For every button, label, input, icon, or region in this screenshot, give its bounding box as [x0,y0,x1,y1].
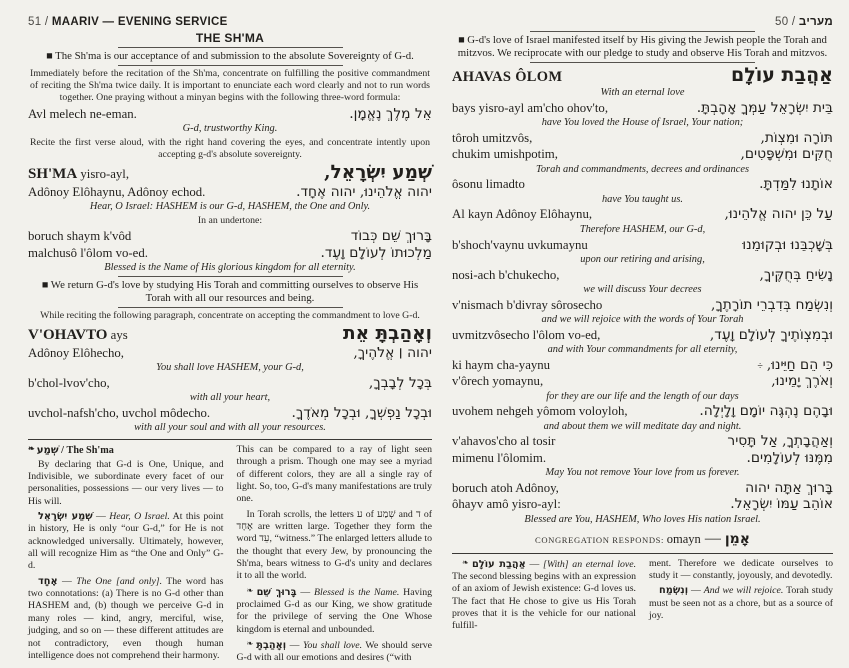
hebrew-text: אוֹהֵב עַמּוֹ יִשְׂרָאֵל. [730,496,833,513]
hebrew-side [320,246,432,261]
prayer-line [28,163,432,184]
transliteration-text: Al kayn Adônoy Elôhaynu, [452,207,593,222]
commentary-paragraph: אֶחָד — The One [and only]. The word has two connotations: (a) There is no G-d other than HASHEM and, (b) though we perceive G-d in many roles — kind, angry, merciful, wise, judging, and so on — these different attitudes are not contradictory, even though human intelligence does not comprehend their harmony. [28,575,224,661]
hebrew-text: בָּרוּךְ אַתָּה יהוה [745,479,833,496]
hebrew-side [742,238,833,253]
hebrew-side [731,65,833,86]
hebrew-lead: אֶחָד [38,575,58,587]
divider-rule [118,276,343,277]
transliteration-text: bays yisro-ayl am'cho ohov'to, [452,100,609,115]
fleuron-icon: ❧ [462,557,472,567]
prayer-line [28,229,432,244]
page-number-left: 51 / [28,16,49,28]
hebrew-text: וּבְמִצְוֹתֶיךָ לְעוֹלָם וָעֶד, [709,326,833,343]
hebrew-lead: שְׁמַע יִשְׂרָאֵל [38,511,93,523]
transliteration-text: chukim umishpotim, [452,147,558,162]
page-right [452,16,833,648]
commentary-lead-translation: Blessed is the Name. [314,586,400,598]
hebrew-lead: שְׁמַע [36,443,59,456]
transliteration-text: v'ôrech yomaynu, [452,374,544,389]
congregation-response: CONGREGATION RESPONDS: omayn — אָמֵן [535,529,750,547]
commentary-paragraph: ❧ אַהֲבַת עוֹלָם — [With] an eternal love. The second blessing begins with an expression of an axiom of Jewish existence: G-d loves us. The fact that He chose to give us His Torah proves that it is the vehicle for our national fulfill- [452,557,637,632]
translation-text: Blessed is the Name of His glorious kingdom for all eternity. [104,262,356,274]
chazzan-mark: ÷ [757,360,763,372]
hebrew-text: וּבְכָל נַפְשְׁךָ, וּבְכָל מְאֹדֶךָ. [291,404,432,421]
prayer-text-right [452,31,833,548]
commentary-column [237,444,433,668]
fleuron-icon: ❧ [28,443,37,453]
hebrew-side [697,101,833,116]
prayer-line [452,497,833,512]
commentary-lead-translation: You shall love. [302,640,363,651]
prayer-text-left [28,31,432,434]
hebrew-text: יהוה אֱלֹהֵינוּ, יהוה אֶחָד. [296,183,432,200]
hebrew-lead: וְאָהַבְתָּ [256,640,287,651]
commentary-column [649,558,833,636]
page-header-right [452,16,833,28]
hebrew-text: וְאָהַבְתָּ אֵת [343,322,432,344]
hebrew-text: מִמֶּנּוּ לְעוֹלָמִים. [746,449,833,466]
hebrew-side [699,404,833,419]
transliteration-text: ôhayv amô yisro-ayl: [452,497,561,512]
commentary-paragraph: This can be compared to a ray of light seen through a prism. Though one may see a myriad of different colors, they are all a single ray of light. So, too, G-d's many manifestations are truly one. [236,443,432,505]
translation-text: May You not remove Your love from us forever. [545,467,740,479]
translation-text: with all your soul and with all your resources. [134,422,326,434]
transliteration-text: uvohem nehgeh yômom voloyloh, [452,404,628,419]
commentary-right [452,553,833,636]
instruction-text: Immediately before the recitation of the Sh'ma, concentrate on fulfilling the positive commandment of reciting the Sh'ma twice daily. It is important to enunciate each word clearly and not to run words together. One praying without a minyan begins with the following three-word formula: [30,67,430,104]
transliteration-lead: SH'MA [28,166,78,183]
fleuron-icon: ❧ [246,585,257,595]
hebrew-side [353,346,432,361]
hebrew-side [760,268,833,283]
hebrew-text: וְאַהֲבָתְךָ, אַל תָּסִיר [727,433,833,450]
hebrew-side [296,185,432,200]
instruction-text: While reciting the following paragraph, concentrate on accepting the commandment to love G-d. [40,309,420,321]
prayer-line [452,147,833,162]
section-title: THE SH'MA [195,31,265,45]
prayer-line [452,328,833,343]
page-title-left: MAARIV — EVENING SERVICE [51,16,228,28]
commentary-paragraph: ment. Therefore we dedicate ourselves to study it — constantly, joyously, and devotedly. [649,557,833,581]
commentary-paragraph: By declaring that G-d is One, Unique, and Indivisible, we subordinate every facet of our personalities, possessions — our very lives — to His will. [28,458,224,507]
translation-text: Therefore HASHEM, our G-d, [579,223,706,235]
commentary-paragraph: ❧ וְאָהַבְתָּ — You shall love. We should serve G-d with all our emotions and desires (“with [236,639,432,664]
prayer-line [452,177,833,192]
translation-text: Hear, O Israel: HASHEM is our G-d, HASHEM, the One and Only. [89,201,371,213]
hebrew-side [747,451,834,466]
prayer-line [28,185,432,200]
hebrew-text: כִּי הֵם חַיֵּינוּ, [766,356,833,373]
translation-text: G-d, trustworthy King. [182,123,278,135]
transliteration-text: Adônoy Elôhecho, [28,345,124,360]
page-header-left [28,16,432,28]
translation-text: and with Your commandments for all eternity, [547,344,738,356]
prayer-line [452,434,833,449]
transliteration-text: v'nismach b'divray sôrosecho [452,297,603,312]
translation-text: have You loved the House of Israel, Your nation; [541,117,744,129]
commentary-paragraph: In Torah scrolls, the letters ע of שְׁמַע and ד of אֶחָד are written large. Together they form the word עֵד, “witness.” The enlarged letters allude to the thought that every Jew, by pronouncing the Sh'ma, bears witness to G-d's unity and declares it to all the world. [236,508,432,582]
transliteration-text: b'chol-lvov'cho, [28,375,110,390]
hebrew-side [745,481,833,496]
hebrew-side [349,107,432,122]
hebrew-text: אֵל מֶלֶךְ נֶאֱמָן. [349,105,432,122]
hebrew-text: נָשִׂיחַ בְּחֻקֶּיךָ, [759,266,833,283]
hebrew-side [711,298,833,313]
hebrew-text: שְׁמַע יִשְׂרָאֵל, [324,162,432,184]
page-left [28,16,432,664]
hebrew-side [757,358,833,373]
response-transliteration: omayn [666,531,701,546]
prayer-line [452,404,833,419]
note-text: ■ We return G-d's love by studying His Torah and committing ourselves to observe His Torah with all our resources and being. [41,278,419,304]
commentary-paragraph: ❧ בָּרוּךְ שֵׁם — Blessed is the Name. Having proclaimed G-d as our King, we show gratitude for the privilege of serving the One Whose kingdom is eternal and unbounded. [236,585,432,635]
prayer-line [28,376,432,391]
commentary-column [452,558,636,636]
translation-text: we will discuss Your decrees [583,284,702,296]
prayer-line [28,246,432,261]
commentary-paragraph: שְׁמַע יִשְׂרָאֵל — Hear, O Israel. At this point in history, He is only “our G-d,” for He is not acknowledged universally. Ultimately, however, all will recognize Him as “the One and Only” G-d. [28,511,224,572]
transliteration-text: boruch shaym k'vôd [28,229,132,244]
commentary-lead-translation: And we will rejoice. [703,585,784,597]
translation-text: Torah and commandments, decrees and ordinances [536,163,749,175]
transliteration-text: mimenu l'ôlomim. [452,450,547,465]
prayer-line [452,481,833,496]
transliteration-text: b'shoch'vaynu uvkumaynu [452,237,588,252]
hebrew-side [324,163,432,184]
prayer-line [28,346,432,361]
translation-text: upon our retiring and arising, [580,254,705,265]
hebrew-text: וְאֹרֶךְ יָמֵינוּ, [771,373,833,390]
hebrew-side [710,328,833,343]
hebrew-side [727,434,833,449]
instruction-text: In an undertone: [197,215,263,226]
prayer-line [452,131,833,146]
instruction-text: Recite the first verse aloud, with the right hand covering the eyes, and concentrate intently upon accepting g-d's absolute sovereignty. [30,136,430,160]
prayer-line [452,268,833,283]
translation-text: With an eternal love [600,87,685,99]
note-text: ■ The Sh'ma is our acceptance of and submission to the absolute Sovereignty of G-d. [46,50,414,62]
hebrew-text: עַל כֵּן יהוה אֱלֹהֵינוּ, [724,206,833,223]
commentary-lead-translation: The One [and only]. [76,575,163,587]
hebrew-text: יהוה ׀ אֱלֹהֶיךָ, [353,344,432,361]
hebrew-side [343,324,432,345]
transliteration-lead: V'OHAVTO [28,326,108,343]
transliteration-text: Avl melech ne-eman. [28,106,137,121]
hebrew-side [351,229,432,244]
translation-text: have You taught us. [601,193,683,205]
hebrew-text: בְּשָׁכְבֵּנוּ וּבְקוּמֵנוּ [742,236,833,253]
transliteration-text: V'OHAVTO ays [28,326,128,343]
hebrew-text: אוֹתָנוּ לִמַּדְתָּ. [759,176,833,193]
hebrew-side [760,131,833,146]
transliteration-text: uvchol-nafsh'cho, uvchol môdecho. [28,405,211,420]
commentary-left [28,439,432,668]
prayer-line [452,358,833,373]
divider-rule [530,62,755,63]
hebrew-side [740,147,833,162]
commentary-lead-translation: Hear, O Israel. [109,511,170,523]
translation-text: with all your heart, [189,392,271,404]
response-label: CONGREGATION RESPONDS: [535,534,667,545]
commentary-paragraph: וְנִשְׂמַח — And we will rejoice. Torah study must be seen not as a chore, but as a source of joy. [649,585,833,621]
page-title-right: מעריב [798,16,833,28]
prayer-line [452,374,833,389]
divider-rule [118,47,343,48]
transliteration-text: ki haym cha-yaynu [452,357,551,372]
divider-rule [118,65,343,66]
transliteration-text: v'ahavos'cho al tosir [452,434,556,449]
hebrew-text: מַלְכוּתוֹ לְעוֹלָם וָעֶד. [320,244,432,261]
hebrew-lead: וְנִשְׂמַח [659,585,689,597]
prayer-line [452,451,833,466]
divider-rule [530,31,755,32]
hebrew-side [771,374,833,389]
translation-text: and about them we will meditate day and night. [543,420,742,432]
hebrew-side [291,406,432,421]
commentary-column [28,444,224,668]
transliteration-text: boruch atoh Adônoy, [452,480,559,495]
transliteration-text: Adônoy Elôhaynu, Adônoy echod. [28,184,206,199]
transliteration-text: malchusô l'ôlom vo-ed. [28,245,148,260]
hebrew-side [730,497,833,512]
hebrew-text: וּבָהֶם נֶהְגֶּה יוֹמָם וָלָיְלָה. [699,403,833,420]
translation-text: Blessed are You, HASHEM, Who loves His nation Israel. [524,513,761,525]
hebrew-text: וְנִשְׂמַח בְּדִבְרֵי תוֹרָתֶךָ, [710,296,833,313]
commentary-header: ❧ שְׁמַע / The Sh'ma [28,443,114,456]
prayer-line [28,324,432,345]
hebrew-text: בְּכָל לְבָבְךָ, [368,374,432,391]
transliteration-text: SH'MA yisro-ayl, [28,166,130,183]
hebrew-side [369,376,432,391]
transliteration-text: tôroh umitzvôs, [452,130,533,145]
note-text: ■ G-d's love of Israel manifested itself by His giving the Jewish people the Torah and mitzvos. We reciprocate with our pledge to study and observe His Torah and mitzvos. [457,34,828,59]
page-number-right: 50 / [775,16,799,28]
prayer-title-line [452,65,833,86]
hebrew-side [759,177,833,192]
hebrew-text: חֻקִּים וּמִשְׁפָּטִים, [740,146,833,163]
prayer-line [28,406,432,421]
transliteration-text: uvmitzvôsecho l'ôlom vo-ed, [452,327,601,342]
hebrew-text: בֵּית יִשְׂרָאֵל עַמְּךָ אָהָבְתָּ. [696,99,833,116]
prayer-line [28,107,432,122]
prayer-line [452,298,833,313]
hebrew-side [724,207,833,222]
transliteration-text: AHAVAS ÔLOM [452,68,563,85]
hebrew-text: אַהֲבַת עוֹלָם [731,63,833,86]
fleuron-icon: ❧ [246,639,257,648]
translation-text: You shall love HASHEM, your G-d, [156,362,304,374]
hebrew-text: תּוֹרָה וּמִצְוֹת, [760,129,833,146]
commentary-lead-translation: [With] an eternal love. [543,558,637,570]
transliteration-text: nosi-ach b'chukecho, [452,267,560,282]
translation-text: and we will rejoice with the words of Your Torah [541,314,744,326]
prayer-line [452,207,833,222]
hebrew-lead: אַהֲבַת עוֹלָם [471,558,526,570]
translation-text: for they are our life and the length of our days [546,390,739,402]
divider-rule [118,307,343,308]
response-hebrew: אָמֵן [724,530,750,547]
transliteration-text: ôsonu limadto [452,177,525,192]
prayer-line [452,101,833,116]
hebrew-text: בָּרוּךְ שֵׁם כְּבוֹד [350,228,432,245]
hebrew-lead: בָּרוּךְ שֵׁם [256,586,297,598]
prayer-line [452,238,833,253]
